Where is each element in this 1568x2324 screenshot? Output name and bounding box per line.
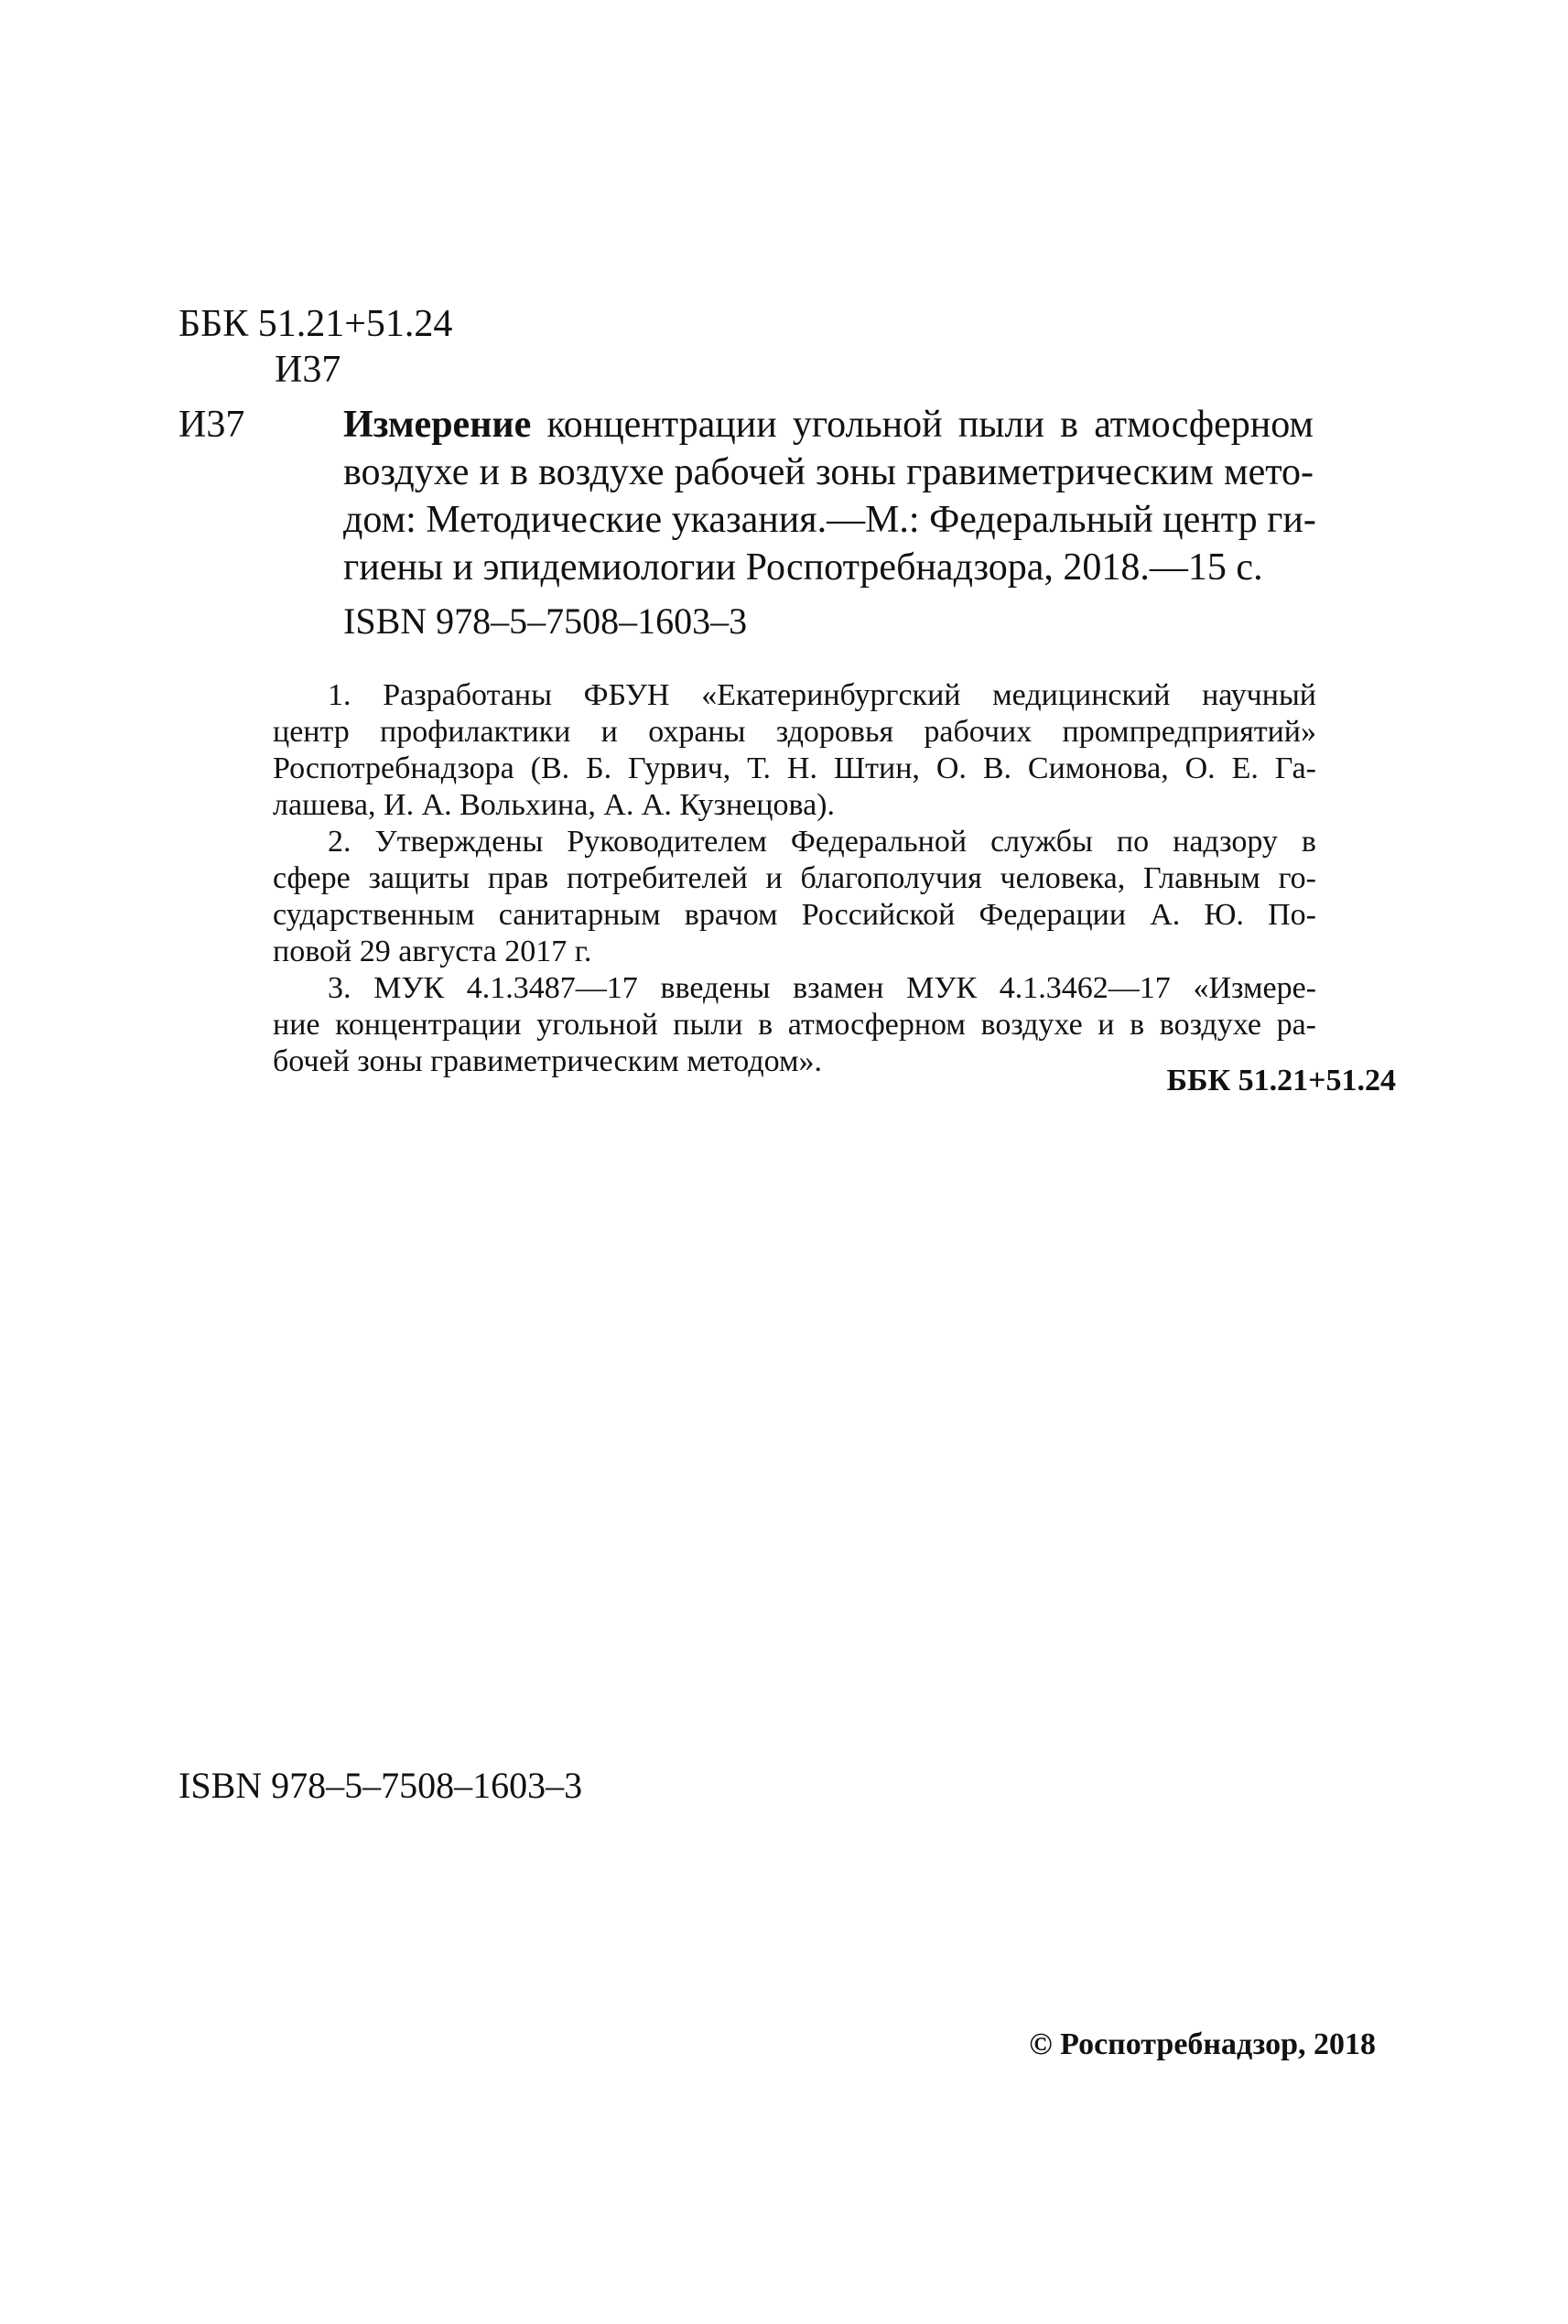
description-line-3: дом: Методические указания.—М.: Федеральный центр ги- [343,499,1316,541]
note-3-line-3: бочей зоны гравиметрическим методом». [273,1044,822,1078]
bbk-classification: ББК 51.21+51.24 [178,303,453,345]
note-1-line-3: Роспотребнадзора (В. Б. Гурвич, Т. Н. Штин, О. В. Симонова, О. Е. Га- [273,751,1316,785]
isbn-bottom: ISBN 978–5–7508–1603–3 [178,1765,583,1806]
note-2-line-4: повой 29 августа 2017 г. [273,935,592,968]
description-line-1 [343,401,1314,449]
note-1-line-1: 1. Разработаны ФБУН «Екатеринбургский медицинский научный [328,678,1316,712]
title-line-1-rest: концентрации угольной пыли в атмосферном [531,404,1314,446]
isbn-middle: ISBN 978–5–7508–1603–3 [343,600,748,642]
bbk-classification-right: ББК 51.21+51.24 [1166,1064,1396,1097]
copyright-notice: © Роспотребнадзор, 2018 [1029,2027,1376,2061]
bibliographic-description [343,401,1314,591]
description-line-4: гиены и эпидемиологии Роспотребнадзора, 2018.—15 с. [343,546,1263,589]
description-line-2: воздухе и в воздухе рабочей зоны гравиметрическим мето- [343,451,1314,493]
author-sign-code: И37 [275,349,341,391]
note-3-line-2: ние концентрации угольной пыли в атмосферном воздухе и в воздухе ра- [273,1008,1316,1042]
note-2-line-3: сударственным санитарным врачом Российской Федерации А. Ю. По- [273,898,1316,932]
note-2-line-1: 2. Утверждены Руководителем Федеральной службы по надзору в [328,825,1316,859]
note-1-line-4: лашева, И. А. Вольхина, А. А. Кузнецова). [273,788,835,822]
title-bold-word: Измерение [343,404,532,446]
note-3-line-1: 3. МУК 4.1.3487—17 введены взамен МУК 4.1.3462—17 «Измере- [328,971,1316,1005]
note-2-line-2: сфере защиты прав потребителей и благополучия человека, Главным го- [273,861,1316,895]
notes-block [273,677,1316,1080]
note-1-line-2: центр профилактики и охраны здоровья рабочих промпредприятий» [273,715,1316,749]
author-sign-side: И37 [178,404,245,446]
